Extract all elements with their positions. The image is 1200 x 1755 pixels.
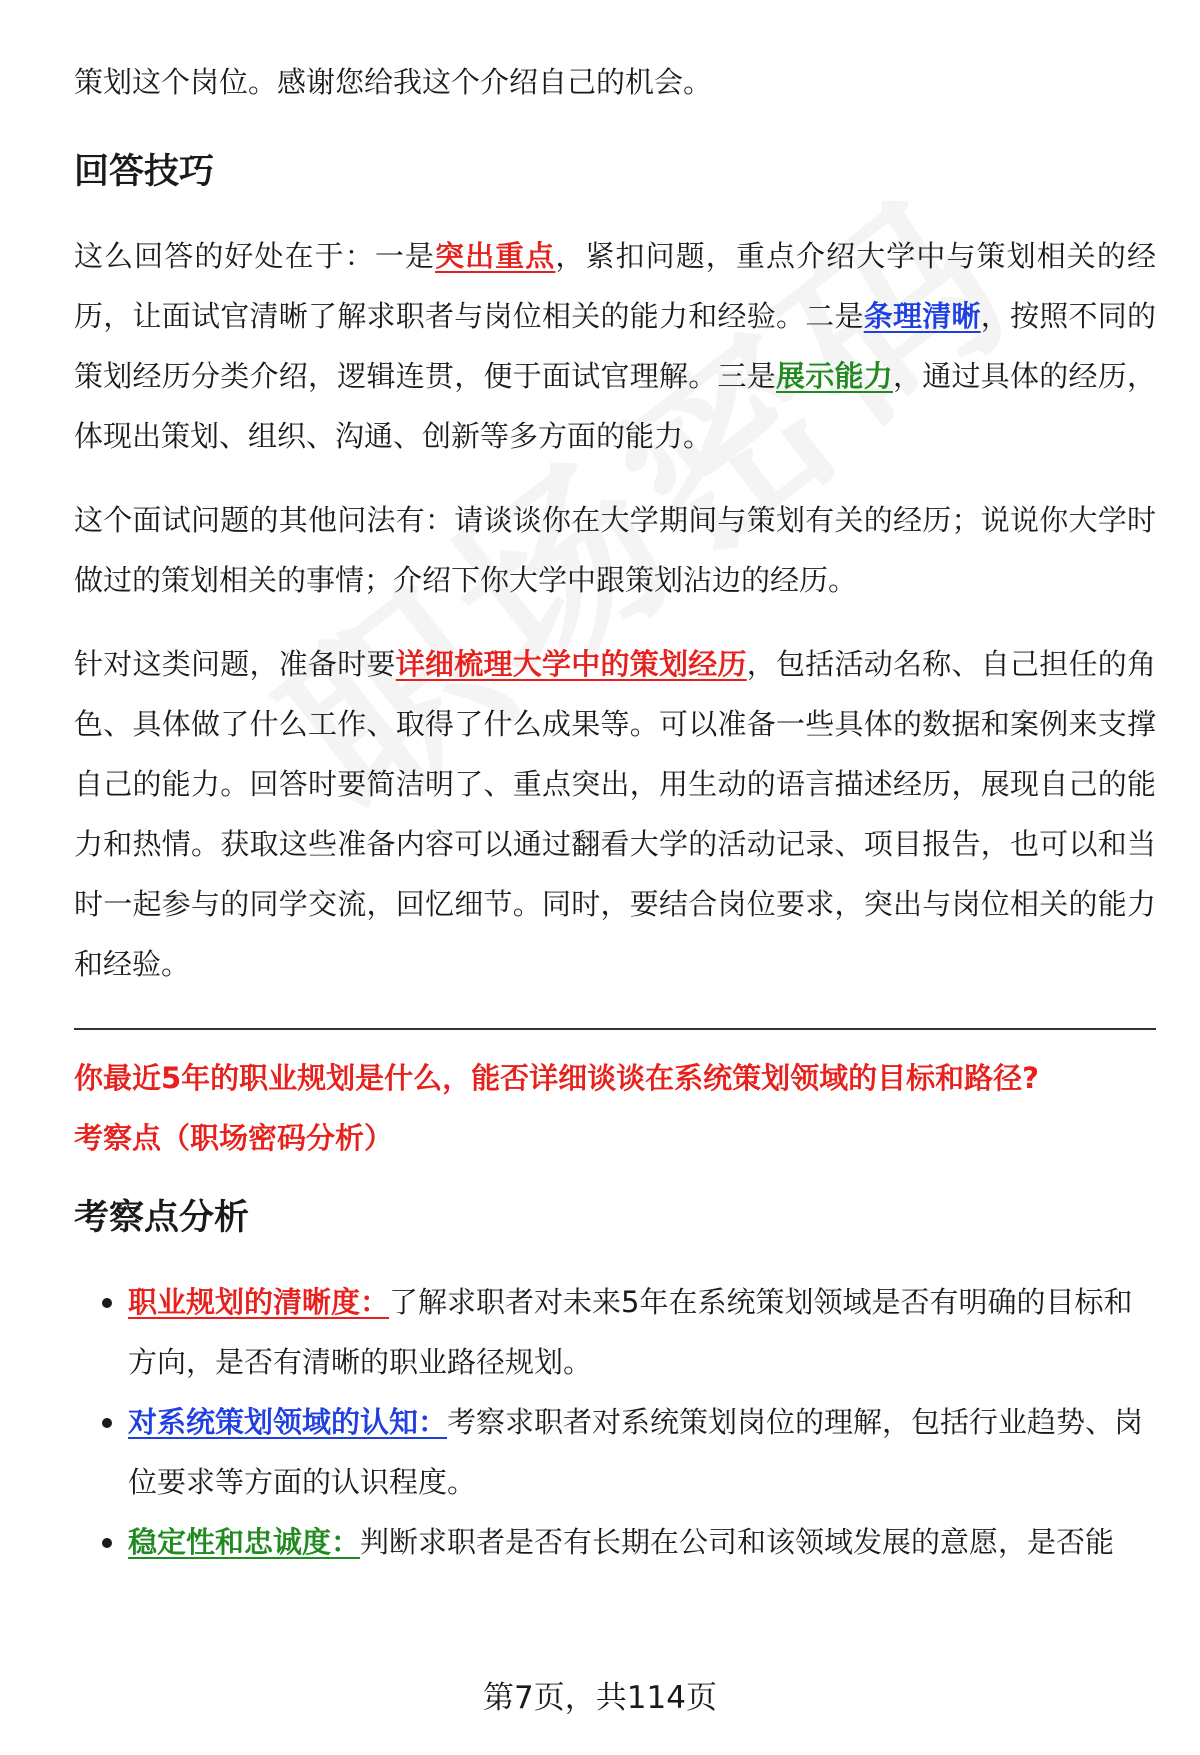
question-title: 你最近5年的职业规划是什么，能否详细谈谈在系统策划领域的目标和路径? (74, 1061, 1040, 1095)
analysis-list (74, 1272, 1156, 1572)
highlight-focus: 突出重点 (435, 239, 556, 273)
list-item (74, 1512, 1156, 1572)
question-subtitle: 考察点（职场密码分析） (74, 1121, 394, 1155)
point-label-clarity: 职业规划的清晰度： (128, 1285, 390, 1319)
tips-p3-text-1: 针对这类问题，准备时要 (74, 647, 396, 681)
highlight-review-experience: 详细梳理大学中的策划经历 (395, 647, 747, 681)
intro-line: 策划这个岗位。感谢您给我这个介绍自己的机会。 (74, 65, 713, 99)
highlight-ability: 展示能力 (775, 359, 893, 393)
page-number: 第7页，共114页 (483, 1680, 717, 1716)
tips-p1-text-3: ，按照不同的策划经历分类介绍，逻辑连贯，便于面试官理解。三是 (74, 299, 1156, 393)
tips-heading: 回答技巧 (74, 152, 215, 192)
bullet-icon (102, 1418, 112, 1428)
tips-p3-text-2: ，包括活动名称、自己担任的角色、具体做了什么工作、取得了什么成果等。可以准备一些具体的数据和案例来支撑自己的能力。回答时要简洁明了、重点突出，用生动的语言描述经历，展现自己的能力和热情。获取这些准备内容可以通过翻看大学的活动记录、项目报告，也可以和当时一起参与的同学交流，回忆细节。同时，要结合岗位要求，突出与岗位相关的能力和经验。 (74, 647, 1156, 981)
tips-paragraph-1 (74, 226, 1156, 466)
analysis-heading: 考察点分析 (74, 1198, 250, 1238)
bullet-icon (102, 1538, 112, 1548)
document-body (74, 52, 1156, 1572)
tips-p1-text-4: ，通过具体的经历，体现出策划、组织、沟通、创新等多方面的能力。 (74, 359, 1156, 453)
tips-p1-text-1: 这么回答的好处在于：一是 (74, 239, 436, 273)
tips-p1-text-2: ，紧扣问题，重点介绍大学中与策划相关的经历，让面试官清晰了解求职者与岗位相关的能力和经验。二是 (74, 239, 1156, 333)
tips-paragraph-3 (74, 634, 1156, 994)
bullet-icon (102, 1298, 112, 1308)
point-label-stability: 稳定性和忠诚度： (128, 1525, 361, 1559)
tips-paragraph-2: 这个面试问题的其他问法有：请谈谈你在大学期间与策划有关的经历；说说你大学时做过的策划相关的事情；介绍下你大学中跟策划沾边的经历。 (74, 503, 1156, 597)
list-item (74, 1272, 1156, 1392)
list-item (74, 1392, 1156, 1512)
point-label-cognition: 对系统策划领域的认知： (128, 1405, 448, 1439)
highlight-clarity: 条理清晰 (863, 299, 981, 333)
point-text-cognition: 考察求职者对系统策划岗位的理解，包括行业趋势、岗位要求等方面的认识程度。 (128, 1405, 1144, 1499)
point-text-clarity: 了解求职者对未来5年在系统策划领域是否有明确的目标和方向，是否有清晰的职业路径规划。 (128, 1285, 1133, 1379)
point-text-stability: 判断求职者是否有长期在公司和该领域发展的意愿，是否能 (360, 1525, 1115, 1559)
